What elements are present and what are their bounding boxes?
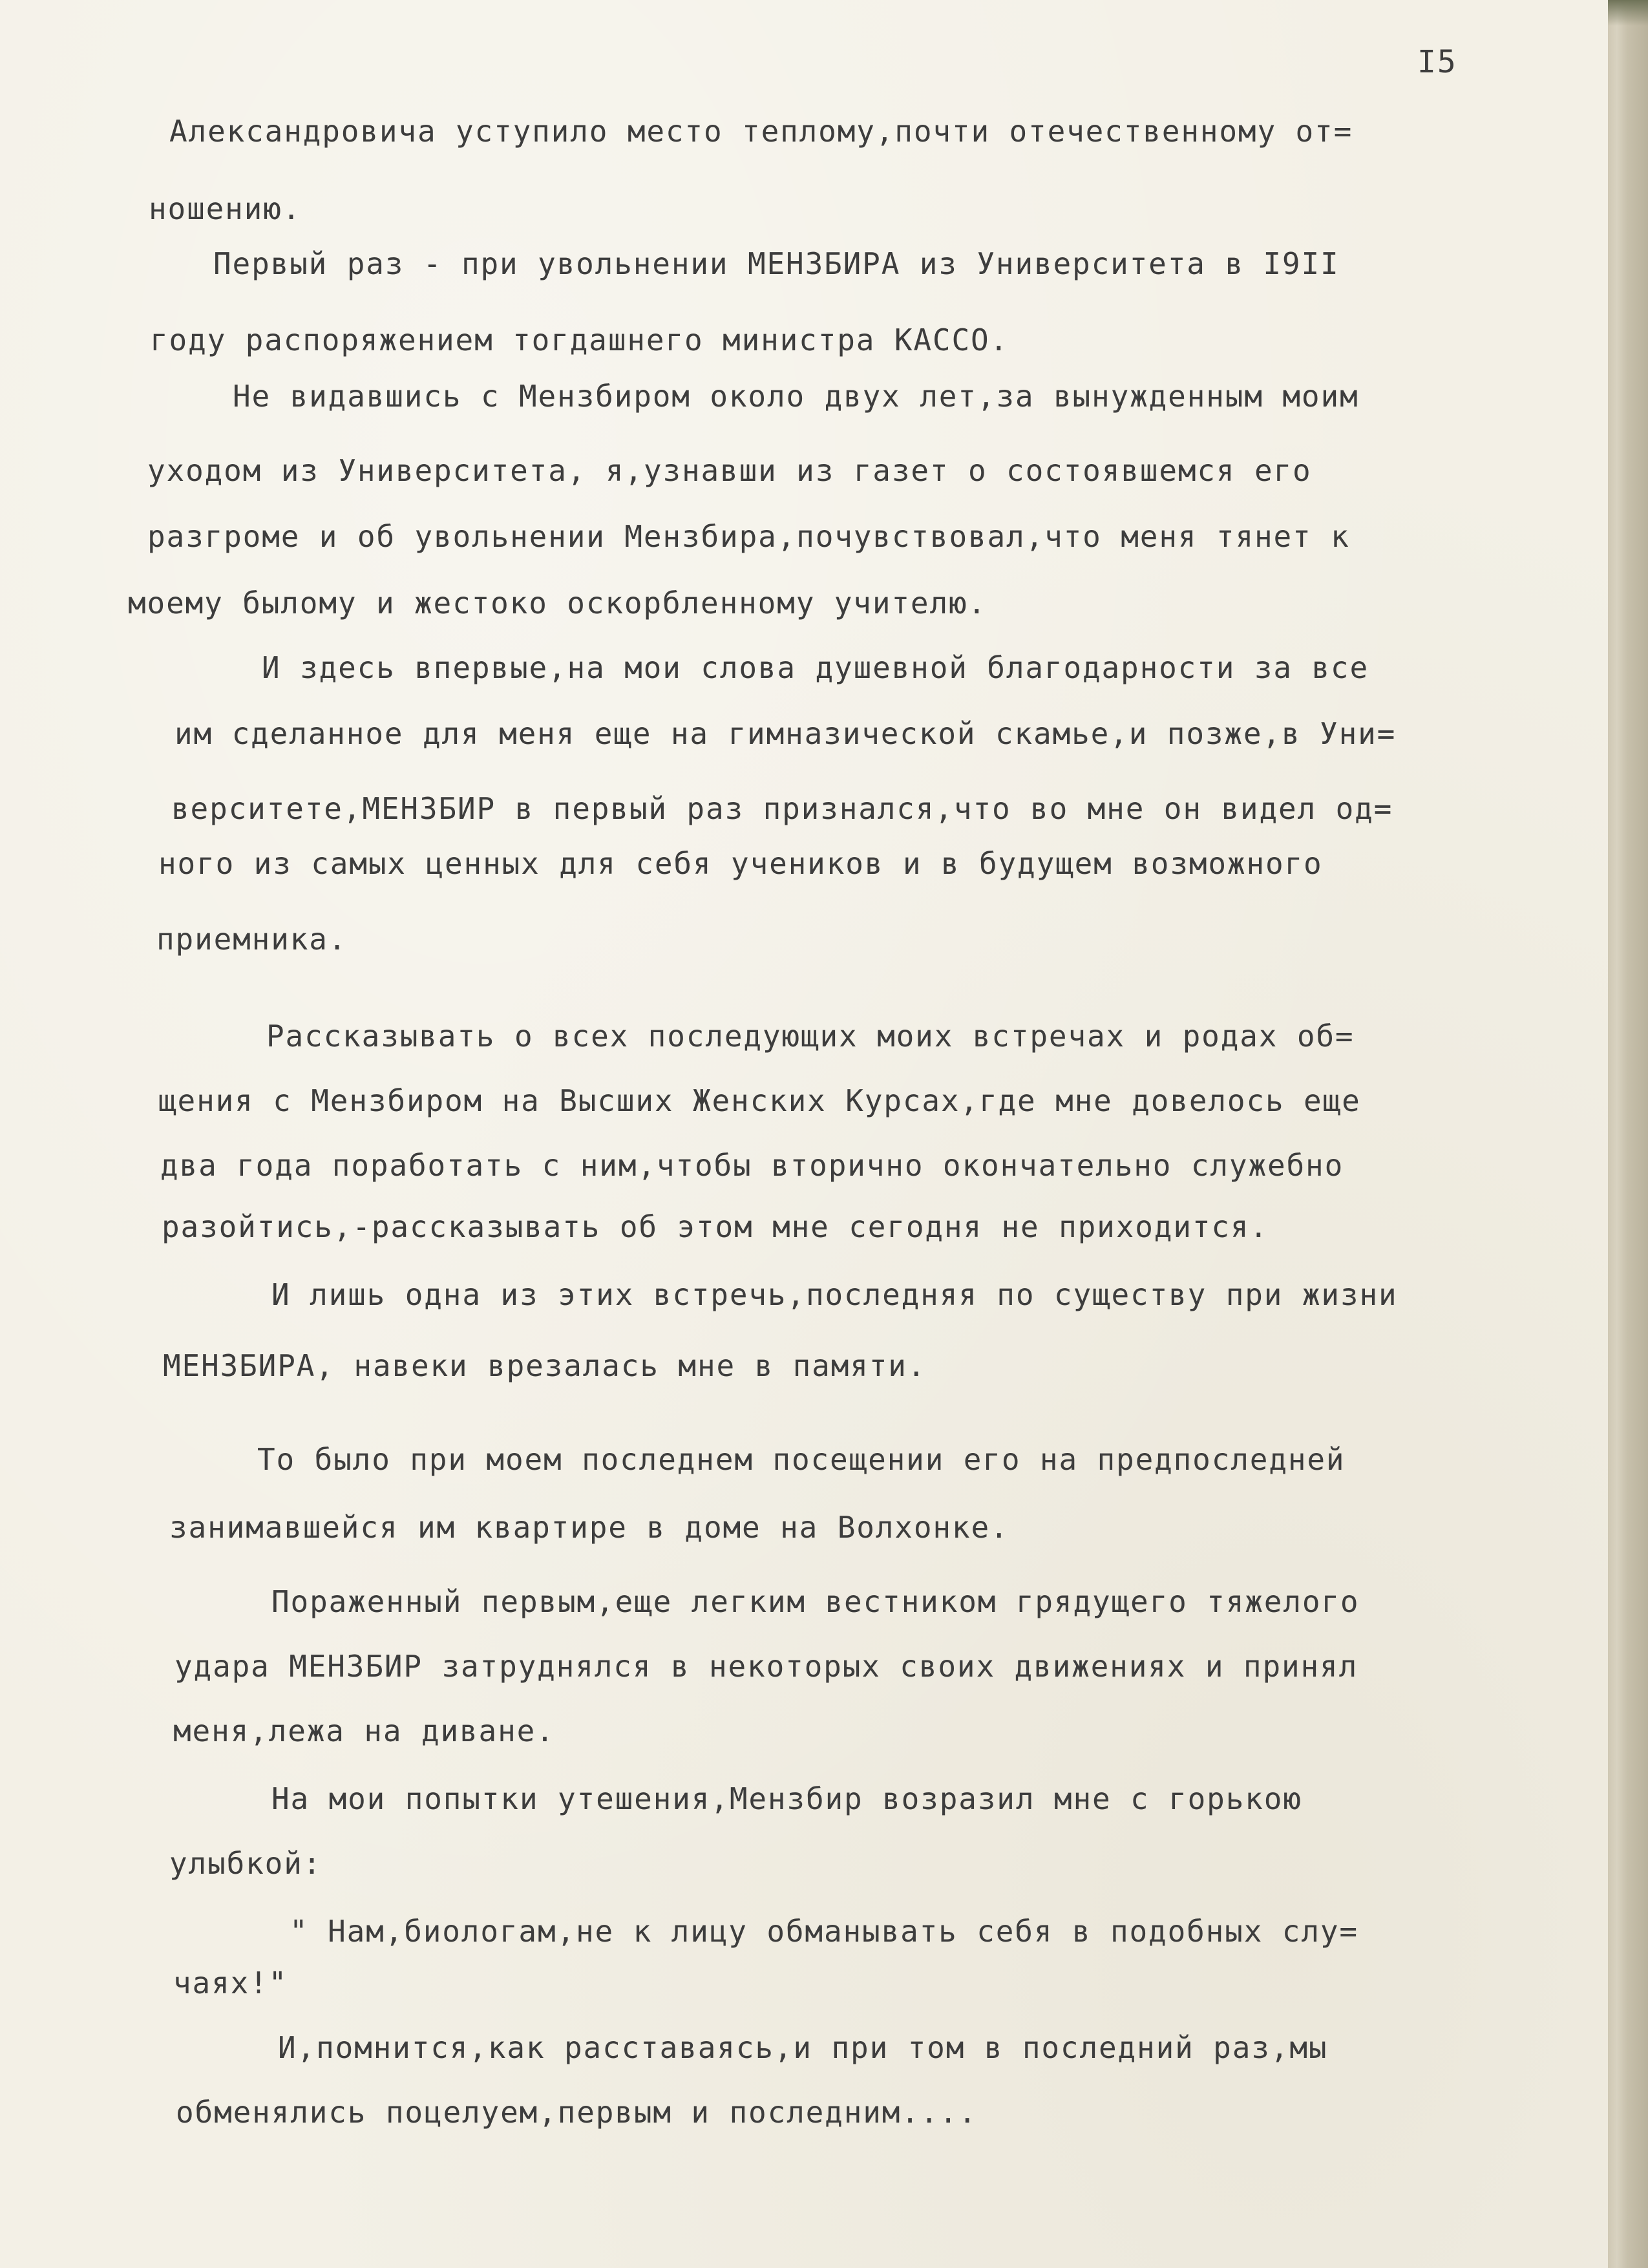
text-line-27: " Нам,биологам,не к лицу обманывать себя в подобных слу= <box>290 1914 1358 1949</box>
text-line-26: улыбкой: <box>169 1846 322 1881</box>
text-line-22: Пораженный первым,еще легким вестником грядущего тяжелого <box>271 1584 1360 1619</box>
text-line-6: уходом из Университета, я,узнавши из газет о состоявшемся его <box>147 453 1312 488</box>
text-line-9: И здесь впервые,на мои слова душевной благодарности за все <box>262 650 1369 685</box>
text-line-18: И лишь одна из этих встречь,последняя по существу при жизни <box>271 1277 1398 1312</box>
text-line-2: ношению. <box>149 191 302 226</box>
text-line-5: Не видавшись с Мензбиром около двух лет,за вынужденным моим <box>233 379 1359 414</box>
text-line-10: им сделанное для меня еще на гимназической скамье,и позже,в Уни= <box>174 716 1397 751</box>
text-line-28: чаях!" <box>173 1966 288 2000</box>
text-line-20: То было при моем последнем посещении его на предпоследней <box>257 1442 1346 1477</box>
text-line-15: щения с Мензбиром на Высших Женских Курсах,где мне довелось еще <box>158 1083 1361 1118</box>
text-line-17: разойтись,-рассказывать об этом мне сегодня не приходится. <box>162 1209 1269 1244</box>
text-line-14: Рассказывать о всех последующих моих встречах и родах об= <box>266 1019 1355 1054</box>
text-line-25: На мои попытки утешения,Мензбир возразил мне с горькою <box>271 1781 1302 1816</box>
text-line-3: Первый раз - при увольнении МЕНЗБИРА из Университета в I9II <box>213 246 1340 281</box>
corner-shadow <box>1608 0 1648 26</box>
text-line-11: верситете,МЕНЗБИР в первый раз признался,что во мне он видел од= <box>171 791 1393 826</box>
text-line-30: обменялись поцелуем,первым и последним.... <box>176 2095 978 2130</box>
text-line-16: два года поработать с ним,чтобы вторично окончательно служебно <box>160 1148 1344 1183</box>
text-line-23: удара МЕНЗБИР затруднялся в некоторых своих движениях и принял <box>174 1649 1358 1684</box>
text-line-29: И,помнится,как расставаясь,и при том в последний раз,мы <box>278 2030 1328 2065</box>
text-line-21: занимавшейся им квартире в доме на Волхонке. <box>169 1510 1009 1545</box>
text-line-1: Александровича уступило место теплому,почти отечественному от= <box>169 114 1353 149</box>
text-line-13: приемника. <box>156 922 348 957</box>
page-edge <box>1608 0 1648 2268</box>
text-line-7: разгроме и об увольнении Мензбира,почувствовал,что меня тянет к <box>147 519 1350 554</box>
text-line-12: ного из самых ценных для себя учеников и в будущем возможного <box>158 846 1323 881</box>
text-line-24: меня,лежа на диване. <box>173 1713 555 1748</box>
text-line-19: МЕНЗБИРА, навеки врезалась мне в памяти. <box>163 1348 927 1383</box>
page-number: I5 <box>1417 44 1457 80</box>
text-line-4: году распоряжением тогдашнего министра КАССО. <box>150 323 1009 357</box>
text-line-8: моему былому и жестоко оскорбленному учителю. <box>128 586 988 620</box>
